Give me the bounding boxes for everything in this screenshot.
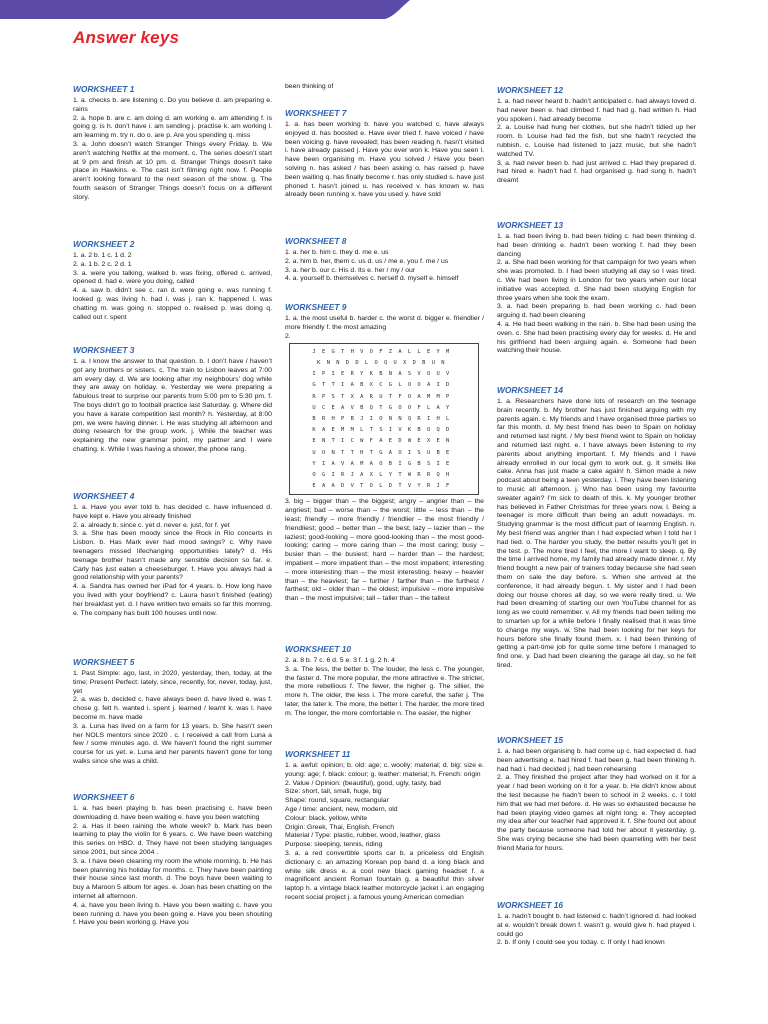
answer-paragraph: 2. a. was b. decided c. have always been d. have lived e. was f. chose g. felt h. wanted i. spent j. learned / learnt k. was l. have become m. have made: [73, 696, 272, 721]
worksheet-heading: WORKSHEET 3: [73, 345, 135, 355]
answer-paragraph: 1. a. had never heard b. hadn’t anticipated c. had always loved d. had never been e. had climbed f. had had g. had written h. Had you spoken i. had already become: [497, 98, 696, 123]
worksheet-heading: WORKSHEET 5: [73, 657, 135, 667]
puzzle-row: YIAVAMAOBIGBSIE: [312, 460, 456, 467]
word-search-puzzle: [289, 343, 479, 495]
answer-paragraph: 4. a. He had been walking in the rain. b. She had been using the oven. c. She had been practising every day for weeks. d. He and his girlfriend had been arguing again. e. Someone had been watching their house.: [497, 320, 696, 355]
answer-paragraph: Material / Type: plastic, rubber, wood, leather, glass: [285, 832, 441, 840]
answer-paragraph: 3. a. Luna has lived on a farm for 13 years. b. She hasn’t seen her NOLS mentors since 2020 . c. I received a call from Luna a few / some minutes ago. d. We haven’t found the right summer course for us yet. e. Luna and her parents haven’t gone for long walks since she was a child.: [73, 722, 272, 765]
answer-paragraph: 1. a. I know the answer to that question. b. I don’t have / haven’t got any brothers or sisters. c. The train to Lisbon leaves at 7:00 am every day. d. We are looking after my neighbours’ dog while they are away on holiday. e. Yesterday we were preparing a fabulous treat to surprise our parents from 5:00 pm to 5:30 pm. f. The boys didn’t go to football practice last Saturday. g. Where did you have a karate competition last month? h. Yesterday, at 8:00 pm, we were having dinner. i. He was studying all afternoon and doing research for the group work. j. While the teacher was explaining the new grammar point, my partner and I were chatting. k. While I was having a shower, the phone rang.: [73, 358, 272, 453]
worksheet-answers: [285, 315, 484, 604]
answer-paragraph: 1. a. awful: opinion; b. old: age; c. woolly: material; d. big: size e. young: age; f. black: colour; g. leather: material; h. French: origin: [285, 762, 484, 778]
answer-paragraph: 3. a. She has been moody since the Rock in Rio concerts in Lisbon. b. Has Mark ever had mood swings? c. Why have teenagers missed lifechanging opportunities lately? d. His teenage brother hasn’t made any sensible decision so far. e. Carly has just eaten a cheeseburger. f. Have you always had a good relationship with your parents?: [73, 530, 272, 582]
worksheet-heading: WORKSHEET 16: [497, 900, 564, 910]
answer-paragraph: 3. a. her b. our c. His d. Its e. her / my / our: [285, 266, 416, 274]
answer-paragraph: 3. a. The less, the better b. The louder, the less c. The younger, the faster d. The more popular, the more attractive e. The stricter, the more rebellious f. The fewer, the higher g. The sillier, the more h. The older, the less i. The more careful, the safer j. The later, the later k. The more, the better l. The harder, the more tired m. The longer, the more comfortable n. The easier, the higher: [285, 665, 484, 717]
puzzle-row: KAEMMLTSIVKBOQD: [312, 427, 456, 434]
worksheet-15: [497, 735, 696, 854]
puzzle-row: ENTICWFAEDWEXEN: [312, 438, 456, 445]
worksheet-8: [285, 236, 484, 284]
worksheet-answers: [285, 657, 484, 719]
worksheet-2: [73, 239, 272, 322]
worksheet-answers: [285, 121, 484, 200]
worksheet-14: [497, 385, 696, 671]
worksheet-answers: [497, 98, 696, 186]
page-title: Answer keys: [73, 28, 180, 47]
puzzle-row: RPSTXARUTFOAMMP: [312, 393, 456, 400]
answer-paragraph: 2. a. 1 b. 2 c. 2 d. 1: [73, 260, 132, 268]
worksheet-heading: WORKSHEET 1: [73, 84, 135, 94]
answer-paragraph: 3. a. John doesn’t watch Stranger Things every Friday. b. We aren’t watching Netflix at the moment. c. The series doesn’t start at 9 pm and finish at 10 pm. d. Stranger Things doesn’t take place in Hawkins. e. The cast isn’t filming right now. f. People aren’t looking forward to the next season of the show. g. The fourth season of Stranger Things doesn’t focus on a different story.: [73, 140, 272, 201]
answer-paragraph: Shape: round, square, rectangular: [285, 797, 389, 805]
worksheet-heading: WORKSHEET 7: [285, 108, 347, 118]
worksheet-heading: WORKSHEET 11: [285, 749, 351, 759]
worksheet-heading: WORKSHEET 6: [73, 792, 135, 802]
answer-paragraph: 2. a. She had been working for that campaign for two years when she was promoted. b. I had been studying all day so I was tired. c. We had been living in London for two years when our local initiative was accepted. d. She had been studying English for three years when she took the exam.: [497, 259, 696, 302]
worksheet-answers: [497, 748, 696, 854]
worksheet-6: [73, 792, 272, 928]
worksheet-12: [497, 85, 696, 186]
answer-paragraph: 2. a. hope b. are c. am doing d. am working e. am attending f. is going g. is h. don’t have i. am sending j. practise k. am working l. am learning m. try n. do o. are p. Are you spending q. miss: [73, 114, 272, 140]
answer-paragraph: 2. a. Has it been raining the whole week? b. Mark has been learning to play the violin for 6 years. c. We have been watching this series on HBO. d. They have not been studying languages since 2001, but since 2004 .: [73, 822, 272, 856]
worksheet-heading: WORKSHEET 13: [497, 220, 564, 230]
answer-paragraph: 1. a. Researchers have done lots of research on the teenage brain recently. b. My brother has just finished arguing with my parents again. c. My friends and I have organised three parties so far this month. d. My best friend has been to Spain on holiday and returned last night. / My best friend went to Spain on holiday and returned last night. e. I have always been listening to my parents about anything important. f. My friends and I have already enrolled in our local gym to work out. g. It smells like cake. Anna has just made a cake again! h. Simon made a new podcast about being a teen yesterday. i. They have been listening to music all afternoon. j. Who has been using my favourite sweater again? I’m sick to death of this. k. My younger brother has believed in Father Christmas for three years now. l. Being a teenager is more difficult than being an adult nowadays. m. Studying grammar is the most difficult part of learning English. n. My best friend was angrier than I had expected when I told her I had lied. o. The harder you study, the better results you’ll get in the test. p. The more tired I feel, the more I want to sleep. q. By the time I arrived home, my family had already made dinner. r. My friend bought a new pair of trainers today because she had seen them on sale the day before. s. When she arrived at the conference, it had already begun. t. My sister and I had been doing our house chores all day, so we were really tired. u. We had been dreaming of starting our own YouTube channel for as long as we could remember. v. All my friends had been telling me to smarten up for a while before I finally realised that it was time to change my ways. w. She had been looking for her keys for hours before she finally found them. x. I had been thinking of getting a part-time job for quite some time before I managed to find one. y. Dad had been cleaning the garage all day, so he felt tired.: [497, 398, 696, 669]
worksheet-answers: [73, 97, 272, 203]
worksheet-16: [497, 900, 696, 948]
answer-paragraph: 2. a. already b. since c. yet d. never e. just, for f. yet: [73, 521, 230, 529]
worksheet-11: [285, 749, 484, 903]
answer-paragraph: 1. a. Have you ever told b. has decided c. have influenced d. have kept e. Have you already finished: [73, 504, 272, 520]
answer-paragraph: 1. a. had been organising b. had come up c. had expected d. had been advertising e. had hired f. had been g. had been thinking h. had had i. had decided j. had been rehearsing: [497, 748, 696, 773]
worksheet-heading: WORKSHEET 10: [285, 644, 352, 654]
worksheet-answers: [285, 762, 484, 903]
answer-paragraph: 4. a. have you been living b. Have you been waiting c. have you been running d. have you been going e. Have you been shouting f. Have you been working g. Have you: [73, 901, 272, 927]
worksheet-answers: [497, 398, 696, 671]
worksheet-answers: [497, 233, 696, 356]
answer-paragraph: Age / time: ancient, new, modern, old: [285, 805, 398, 813]
answer-paragraph: 2. b. If only I could see you today. c. If only I had known: [497, 939, 665, 947]
answer-paragraph: 2.: [285, 332, 291, 340]
puzzle-row: JEGTHVOFZALLEYM: [312, 348, 456, 355]
worksheet-answers: [73, 252, 272, 322]
puzzle-row: KNNDDLOQUXDBUN: [317, 359, 451, 366]
answer-paragraph: 2. a. Louise had hung her clothes, but she hadn’t tidied up her room. b. Louise had fed the fish, but she hadn’t recycled the rubbish. c. Louise had listened to jazz music, but she hadn’t watched TV.: [497, 124, 696, 158]
worksheet-answers: [73, 805, 272, 928]
worksheet-13: [497, 220, 696, 356]
answer-paragraph: 2. Value / Opinion: (beautiful), good, ugly, tasty, bad: [285, 779, 441, 787]
answer-paragraph: 1. a. has been playing b. has been practising c. have been downloading d. have been waiting e. have you been watching: [73, 805, 272, 821]
worksheet-answers: [73, 670, 272, 767]
answer-paragraph: 4. a. yourself b. themselves c. herself d. myself e. himself: [285, 275, 459, 283]
puzzle-row: UCEAVBQTGOOFLAY: [312, 404, 456, 411]
answer-paragraph: Colour: black, yellow, white: [285, 814, 368, 822]
worksheet-4: [73, 491, 272, 618]
answer-paragraph: 1. a. has been working b. have you watched c. have always enjoyed d. has boosted e. Have ever tried f. have voiced / have been voicing g. have revealed; has been reading h. hasn’t visited i. have already passed j. Have you ever won k. Have you seen l. have been organising m. Have you solved / Have you been solving n. has asked / has been asking o. has raised p. have been waiting q. has finally become r. has only studied s. have just phoned t. hasn’t joined u. has received v. has known w. has already been running x. have you used y. have sold: [285, 121, 484, 199]
answer-paragraph: 1. a. checks b. are listening c. Do you believe d. am preparing e. rains: [73, 97, 272, 113]
answer-paragraph: Size: short, tall, small, huge, big: [285, 788, 382, 796]
worksheet-5: [73, 657, 272, 767]
worksheet-heading: WORKSHEET 15: [497, 735, 564, 745]
worksheet-heading: WORKSHEET 12: [497, 85, 564, 95]
answer-paragraph: 2. a. him b. her, them c. us d. us / me e. you f. me / us: [285, 257, 449, 265]
puzzle-row: IPIERYKBNASVOUV: [312, 371, 456, 378]
answer-paragraph: 2. a. They finished the project after they had worked on it for a year / had been working on it for a year. b. He didn’t know about the test because he hadn’t been to school in 2 weeks. c. I told him that we had met before. d. He was so exhausted because he had been playing video games all night long. e. They accepted my idea after our teacher had approved it. f. She found out about the party because someone had told her about it yesterday. g. She was crying because she had been quarrelling with her best friend Maria for hours.: [497, 774, 696, 852]
worksheet-heading: WORKSHEET 2: [73, 239, 135, 249]
worksheet-answers: [285, 249, 484, 284]
worksheet-7: [285, 108, 484, 200]
worksheet-9: [285, 302, 484, 604]
answer-paragraph: 4. a. Sandra has owned her iPad for 4 years. b. How long have you lived with your boyfriend? c. Laura hasn’t finished (eating) her breakfast yet. d. I have written two emails so far this morning. e. The company has built 100 houses until now.: [73, 583, 272, 617]
answer-paragraph: 1. a. hadn’t bought b. had listened c. hadn’t ignored d. had looked at e. wouldn’t break down f. wasn’t g. would give h. had played i. could go: [497, 913, 696, 938]
worksheet-heading: WORKSHEET 14: [497, 385, 564, 395]
puzzle-row: BRHPBJIONNQRIHL: [312, 415, 456, 422]
continuation-text: been thinking of: [285, 83, 334, 90]
answer-paragraph: 3. a. were you talking, walked b. was fixing, offered c. arrived, opened d. had e. were you doing, called: [73, 269, 272, 286]
answer-paragraph: 3. a. a red convertible sports car b. a priceless old English dictionary c. an amazing Korean pop band d. a long black and white silk dress e. a cool new black gaming headset f. a magnificent ancient Roman fountain g. a beautiful thin silver laptop h. a vintage black leather motorcycle jacket i. an engaging recent social project j. a famous young American comedian: [285, 849, 484, 901]
answer-paragraph: 3. big – bigger than – the biggest; angry – angrier than – the angriest; bad – worse than – the worst; little – less than – the least; friendly – more friendly / friendlier – the most friendly / friendliest; good – better than – the best; lazy – lazier than – the laziest; good-looking – more good-looking than – the most good-looking; caring – more caring than – the most caring; busy – busier than – the busiest; hard – harder than – the hardest; impatient – more impatient than – the most impatient; interesting – more interesting than – the most interesting; heavy – heavier than – the heaviest; far – further / farther than – the furthest / farthest; old – older than – the oldest; impulsive – more impulsive than – the most impulsive; tall – taller than – the tallest: [285, 498, 484, 603]
header-banner: [0, 0, 768, 24]
answer-paragraph: 1. a. her b. him c. they d. me e. us: [285, 249, 389, 256]
worksheet-answers: [73, 504, 272, 618]
answer-paragraph: 2. a. 8 b. 7 c. 6 d. 5 e. 3 f. 1 g. 2 h. 4: [285, 657, 395, 664]
answer-paragraph: 3. a. I have been cleaning my room the whole morning. b. He has been planning his holiday for months. c. They have been painting their house since last month. d. The boys have been waiting to buy a Maroon 5 album for ages. e. Joan has been chatting on the internet all afternoon.: [73, 857, 272, 900]
worksheet-heading: WORKSHEET 9: [285, 302, 347, 312]
answer-paragraph: 1. Past Simple: ago, last, in 2020, yesterday, then, today, at the time; Present Perfect: lately, since, recently, for, never, today, just, yet: [73, 670, 272, 695]
worksheet-answers: [497, 913, 696, 948]
answer-paragraph: Origin: Greek, Thai, English, French: [285, 823, 395, 831]
answer-paragraph: 4. a. saw b. didn’t see c. ran d. were going e. was running f. looked g. was living h. had i. was j. ran k. happened l. was chatting m. was going n. stopped o. realised p. was doing q. called out r. spent: [73, 287, 272, 321]
worksheet-answers: [73, 358, 272, 455]
puzzle-row: OGIRJAXLYTWRRQH: [312, 472, 456, 479]
answer-paragraph: 1. a. had been living b. had been hiding c. had been thinking d. had been drinking e. hadn’t been working f. had they been dancing: [497, 233, 696, 258]
puzzle-row: EAADVTOLDTVYRJF: [312, 483, 456, 490]
worksheet-1: [73, 84, 272, 203]
answer-paragraph: 1. a. 2 b. 1 c. 1 d. 2: [73, 252, 132, 259]
puzzle-row: UONTTHTGAOISUBE: [312, 449, 456, 456]
answer-paragraph: 3. a. had never been b. had just arrived c. Had they prepared d. had hired e. hadn’t had f. had organised g. had sung h. hadn’t dreamt: [497, 159, 696, 185]
worksheet-10: [285, 644, 484, 719]
puzzle-row: GTTIABXCGLOOAID: [312, 382, 456, 389]
worksheet-heading: WORKSHEET 8: [285, 236, 347, 246]
answer-paragraph: 1. a. the most useful b. harder c. the worst d. bigger e. friendlier / more friendly f. the most amazing: [285, 315, 484, 331]
worksheet-heading: WORKSHEET 4: [73, 491, 135, 501]
worksheet-3: [73, 345, 272, 455]
answer-paragraph: Purpose: sleeping, tennis, riding: [285, 841, 383, 849]
answer-paragraph: 3. a. had been preparing b. had been working c. had been arguing d. had been cleaning: [497, 303, 696, 320]
